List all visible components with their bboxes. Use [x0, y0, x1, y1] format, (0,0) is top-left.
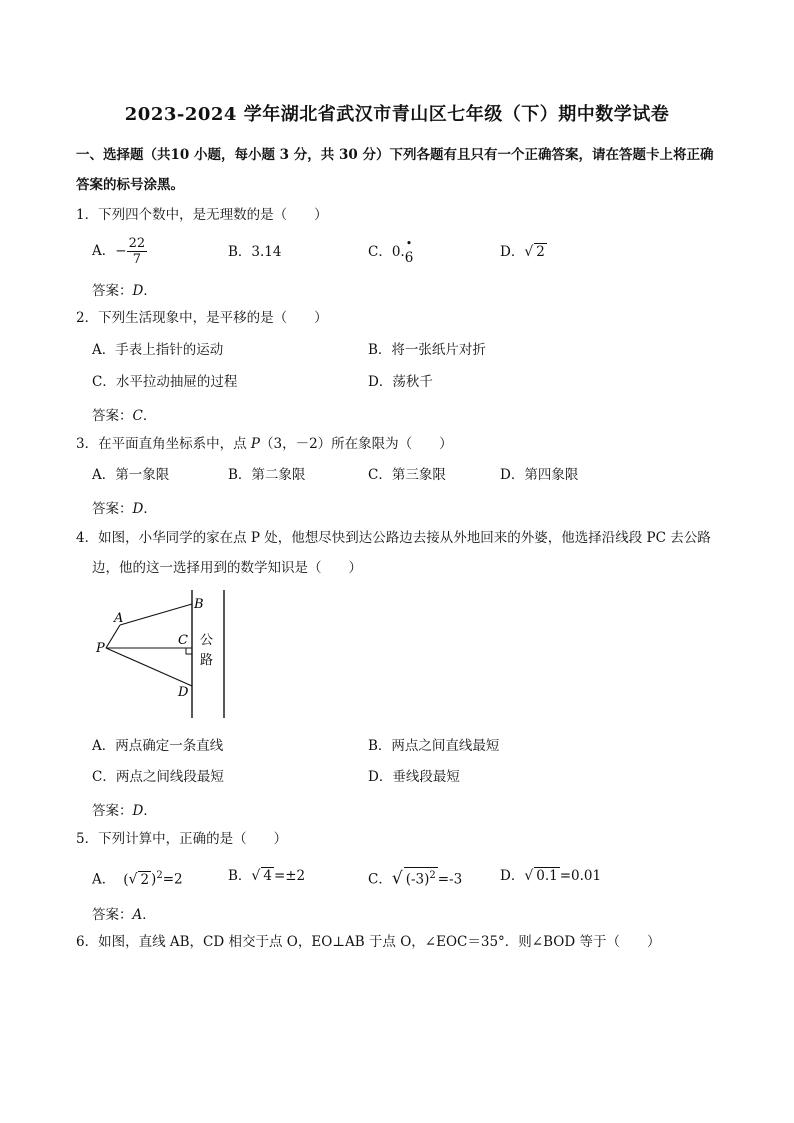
section-heading-line1: 一、选择题（共10 小题，每小题 3 分，共 30 分）下列各题有且只有一个正确答案，请在答题卡上将正确 — [76, 147, 714, 163]
q1-option-a — [92, 236, 147, 267]
q1-c-digit: 6 — [404, 250, 414, 266]
q1-a-label: A． — [92, 243, 116, 259]
q1-a-numerator: 22 — [128, 236, 146, 251]
q5-b-radicand: 4 — [263, 868, 272, 884]
q4-option-b: B．两点之间直线最短 — [368, 738, 500, 754]
q5-option-b — [228, 867, 305, 885]
q2-answer: 答案：C． — [92, 408, 157, 424]
section-heading-line2: 答案的标号涂黑。 — [76, 177, 184, 193]
label-b: B — [194, 597, 204, 612]
q1-answer: 答案：D． — [92, 283, 157, 299]
q5-d-result: =0.01 — [559, 868, 602, 884]
segment-pa — [106, 625, 120, 648]
q3-stem-pre: 3．在平面直角坐标系中，点 — [76, 436, 251, 452]
q3-option-a: A．第一象限 — [92, 467, 170, 483]
q1-c-dot: • — [405, 237, 413, 250]
answer-label: 答案： — [92, 283, 133, 299]
q5-c-label: C． — [368, 871, 392, 888]
q1-c-repeating — [404, 237, 414, 267]
q5-a-result: =2 — [162, 871, 183, 888]
q5-c-exp: 2 — [429, 870, 436, 881]
q5-d-root: √ — [524, 868, 534, 884]
label-d: D — [178, 685, 189, 700]
q3-answer: 答案：D． — [92, 501, 157, 517]
road-label-1: 公 — [200, 633, 214, 648]
q4-option-d: D．垂线段最短 — [368, 769, 460, 785]
q5-answer: 答案：A． — [92, 907, 156, 923]
q4-answer: 答案：D． — [92, 803, 157, 819]
q5-d-label: D． — [500, 868, 525, 884]
q1-d-root: √ — [524, 244, 534, 260]
q5-answer-value: A — [132, 907, 143, 923]
q3-option-b: B．第二象限 — [228, 467, 306, 483]
q5-stem: 5．下列计算中，正确的是（ ） — [76, 831, 288, 847]
q5-option-a — [92, 867, 183, 889]
right-angle-mark — [186, 648, 192, 654]
q5-b-root: √ — [251, 868, 261, 884]
q3-stem — [76, 435, 453, 453]
label-a: A — [114, 611, 124, 626]
page-title: 2023-2024 学年湖北省武汉市青山区七年级（下）期中数学试卷 — [124, 104, 670, 125]
q1-stem: 1．下列四个数中，是无理数的是（ ） — [76, 207, 328, 223]
q1-c-label: C．0. — [368, 244, 405, 260]
q1-option-d — [500, 243, 547, 261]
road-label-2: 路 — [200, 653, 214, 668]
q5-c-radicand-wrap — [404, 867, 438, 888]
q1-a-fraction — [127, 236, 148, 267]
q6-stem: 6．如图，直线 AB，CD 相交于点 O，EO⊥AB 于点 O，∠EOC＝35°．则∠BOD 等于（ ） — [76, 934, 661, 950]
q1-a-sign: − — [115, 243, 127, 259]
label-p: P — [96, 641, 105, 656]
q5-a-close: ) — [151, 871, 157, 888]
q4-answer-value: D — [132, 803, 144, 819]
q5-a-label: A． — [92, 871, 116, 888]
q4-stem-line2: 边，他的这一选择用到的数学知识是（ ） — [92, 560, 362, 576]
label-c: C — [178, 633, 188, 648]
q4-option-a: A．两点确定一条直线 — [92, 738, 224, 754]
q3-option-c: C．第三象限 — [368, 467, 446, 483]
q2-stem: 2．下列生活现象中，是平移的是（ ） — [76, 310, 328, 326]
q3-option-d: D．第四象限 — [500, 467, 579, 483]
q1-answer-value: D — [132, 283, 144, 299]
q1-option-c — [368, 237, 414, 266]
q2-option-a: A．手表上指针的运动 — [92, 342, 224, 358]
segment-ab — [120, 604, 192, 625]
q4-stem-line1: 4．如图，小华同学的家在点 P 处，他想尽快到达公路边去接从外地回来的外婆，他选择沿线段 PC 去公路 — [76, 530, 711, 546]
q4-option-c: C．两点之间线段最短 — [92, 769, 224, 785]
q5-a-root: √ — [128, 871, 138, 888]
q1-d-label: D． — [500, 244, 525, 260]
q2-answer-value: C — [132, 408, 143, 424]
segment-pd — [106, 648, 192, 686]
q1-a-denominator: 7 — [132, 252, 141, 267]
q3-stem-post: （3，－2）所在象限为（ ） — [259, 436, 453, 452]
q5-a-open: ( — [123, 871, 129, 888]
answer-label: 答案： — [92, 907, 133, 923]
q5-b-label: B． — [228, 868, 252, 884]
answer-label: 答案： — [92, 408, 133, 424]
answer-label: 答案： — [92, 501, 133, 517]
q5-c-radicand: (-3) — [405, 871, 430, 888]
q2-option-d: D．荡秋千 — [368, 374, 433, 390]
q3-point: P — [250, 436, 260, 452]
q5-c-result: =-3 — [437, 871, 463, 888]
answer-label: 答案： — [92, 803, 133, 819]
q5-option-d — [500, 867, 601, 885]
q2-option-b: B．将一张纸片对折 — [368, 342, 486, 358]
q4-figure — [92, 586, 252, 722]
q1-option-b: B．3.14 — [228, 244, 282, 260]
q3-answer-value: D — [132, 501, 144, 517]
q5-b-result: =±2 — [273, 868, 306, 884]
q5-c-root: √ — [391, 868, 403, 889]
q5-a-exp: 2 — [156, 870, 163, 881]
q5-option-c — [368, 867, 462, 889]
q5-a-radicand: 2 — [140, 871, 150, 888]
q5-d-radicand: 0.1 — [536, 868, 558, 884]
q1-d-radicand: 2 — [536, 244, 545, 260]
q2-option-c: C．水平拉动抽屉的过程 — [92, 374, 238, 390]
